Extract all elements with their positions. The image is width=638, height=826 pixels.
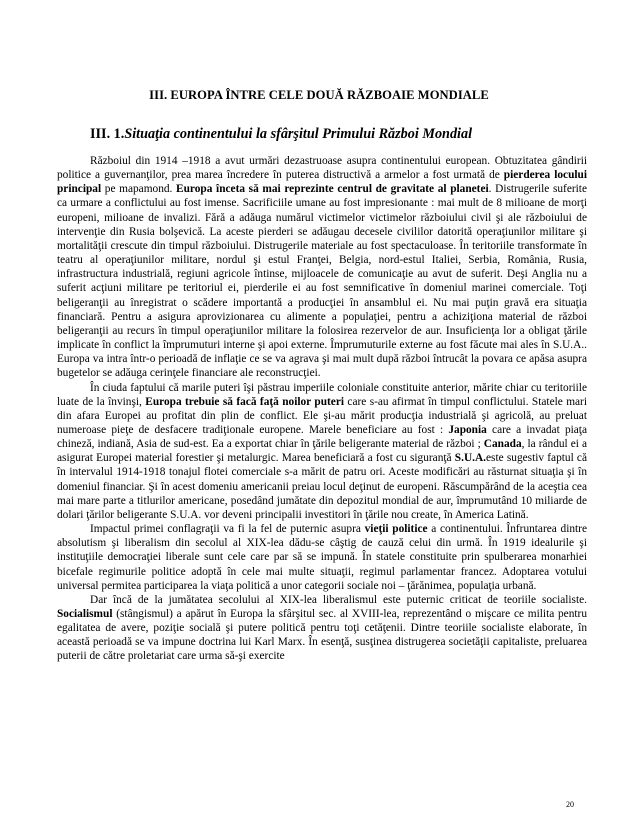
section-title <box>90 126 472 143</box>
text-run: care s-au afirmat în timpul conflictului. Statele mari din afara Europei au profitat din plin de conflict. Ele şi-au mărit producţia industrială şi agricolă, au preluat numeroase pieţe de desfacere tradiţionale europene. Marele beneficiare au fost : <box>57 395 587 436</box>
emphasis-text: S.U.A. <box>454 452 486 465</box>
emphasis-text: pierderea locului principal <box>57 169 587 196</box>
text-run: Războiul din 1914 –1918 a avut urmări dezastruoase asupra continentului european. Obtuzitatea gândirii politice a guvernanţilor, prea marea încredere în puterea distructivă a armelor a fost urmată de <box>57 155 587 182</box>
emphasis-text: Europa trebuie să facă faţă noilor puteri <box>145 395 345 408</box>
text-run: Impactul primei conflagraţii va fi la fel de puternic asupra <box>90 523 365 536</box>
text-run: Dar încă de la jumătatea secolului al XIX-lea liberalismul este puternic criticat de teoriile socialiste. <box>90 593 587 606</box>
section-subtitle: Situaţia continentului la sfârşitul Primului Război Mondial <box>124 126 473 142</box>
paragraph <box>57 154 587 381</box>
emphasis-text: Canada <box>483 438 522 451</box>
text-run: care a invadat piaţa chineză, indiană, Asia de sud-est. Ea a exportat chiar în ţările beligerante material de război ; <box>57 423 587 451</box>
paragraph <box>57 593 587 664</box>
chapter-title: III. EUROPA ÎNTRE CELE DOUĂ RĂZBOAIE MONDIALE <box>149 88 489 102</box>
section-number: III. 1. <box>90 126 125 142</box>
emphasis-text: Europa înceta să mai reprezinte centrul de gravitate al planetei <box>176 183 489 196</box>
text-run: a continentului. Înfruntarea dintre absolutism şi liberalism din secolul al XIX-lea dădu-se câştig de cauză celui din urmă. În 1919 idealurile şi instituţiile democraţiei liberale sunt cele care par să se impună. În statele constituite prin spulberarea monarhiei bicefale regimurile politice adoptă în cele mai multe situaţii, regimul parlamentar francez. Adoptarea votului universal permitea participarea la viaţa politică a unor categorii sociale noi – ţărănimea, populaţia urbană. <box>57 523 587 592</box>
paragraph <box>57 381 587 523</box>
text-run: pe mapamond. <box>101 183 177 196</box>
text-run: În ciuda faptului că marile puteri îşi păstrau imperiile coloniale constituite anterior, mărite chiar cu teritoriile luate de la învinşi, <box>57 381 587 408</box>
text-run: . Distrugerile suferite ca urmare a conflictului au fost imense. Sacrificiile umane au fost impresionante : mai mult de 8 milioane de morţi europeni, milioane de invalizi. Fără a adăuga numărul victimelor victimelor războiului civil şi ale războiului de intervenţie din Rusia bolşevică. La aceste pierderi se adăugau decesele civililor datorită operaţiunilor militare şi mortalităţii crescute din timpul războiului. Distrugerile materiale au fost spectaculoase. În teritoriile transformate în teatru al operaţiunilor militare, nordul şi estul Franţei, Belgia, nord-estul Italiei, Serbia, România, Rusia, infrastructura industrială, regiuni agricole întinse, mijloacele de comunicaţie au avut de suferit. Deşi Anglia nu a suferit acţiuni militare pe teritoriul ei, pierderile ei au fost semnificative în domeniul marinei comerciale. Toţi beligeranţii au înregistrat o scădere importantă a producţiei în ansamblul ei. Nu mai puţin gravă era situaţia financiară. Pentru a asigura aprovizionarea cu alimente a populaţiei, pentru a achiziţiona material de război beligeranţii au recurs în timpul operaţiunilor militare la folosirea rezervelor de aur. Insuficienţa lor a obligat ţările implicate în conflict la împrumuturi interne şi apoi externe. Împrumuturile externe au fost făcute mai ales în S.U.A.. Europa va intra într-o perioadă de inflaţie ce se va agrava şi mai mult după război întrucât la povara ce apăsa asupra bugetelor se adăuga cerinţele financiare ale reconstrucţiei. <box>57 183 587 380</box>
paragraph <box>57 522 587 593</box>
text-run: (stângismul) a apărut în Europa la sfârşitul sec. al XVIII-lea, reprezentând o mişcare ce milita pentru egalitatea de avere, poziţie socială şi putere politică pentru toţi cetăţenii. Dintre teoriile socialiste elaborate, în această perioadă se va impune doctrina lui Karl Marx. În esenţă, susţinea distrugerea societăţii capitaliste, preluarea puterii de către proletariat care urma să-şi exercite <box>57 608 587 663</box>
emphasis-text: Socialismul <box>57 608 113 620</box>
text-run: , la rândul ei a asigurat Europei material forestier şi metalurgic. Marea beneficiară a fost cu siguranţă <box>57 438 587 465</box>
emphasis-text: vieţii politice <box>364 523 428 536</box>
text-run: este sugestiv faptul că în intervalul 1914-1918 tonajul flotei comerciale s-a mărit de patru ori. Aceste modificări au răsturnat situaţia şi în domeniul financiar. Şi în acest domeniu americanii preiau locul deţinut de europeni. Răscumpărând de la aceştia cea mai mare parte a titlurilor americane, posedând jumătate din depozitul mondial de aur, împrumutând 10 miliarde de dolari ţărilor beligerante S.U.A. vor deveni principalii investitori în ţările nou create, în America Latină. <box>57 452 588 521</box>
page-number: 20 <box>566 800 574 809</box>
emphasis-text: Japonia <box>448 423 487 436</box>
body-text <box>57 154 587 664</box>
